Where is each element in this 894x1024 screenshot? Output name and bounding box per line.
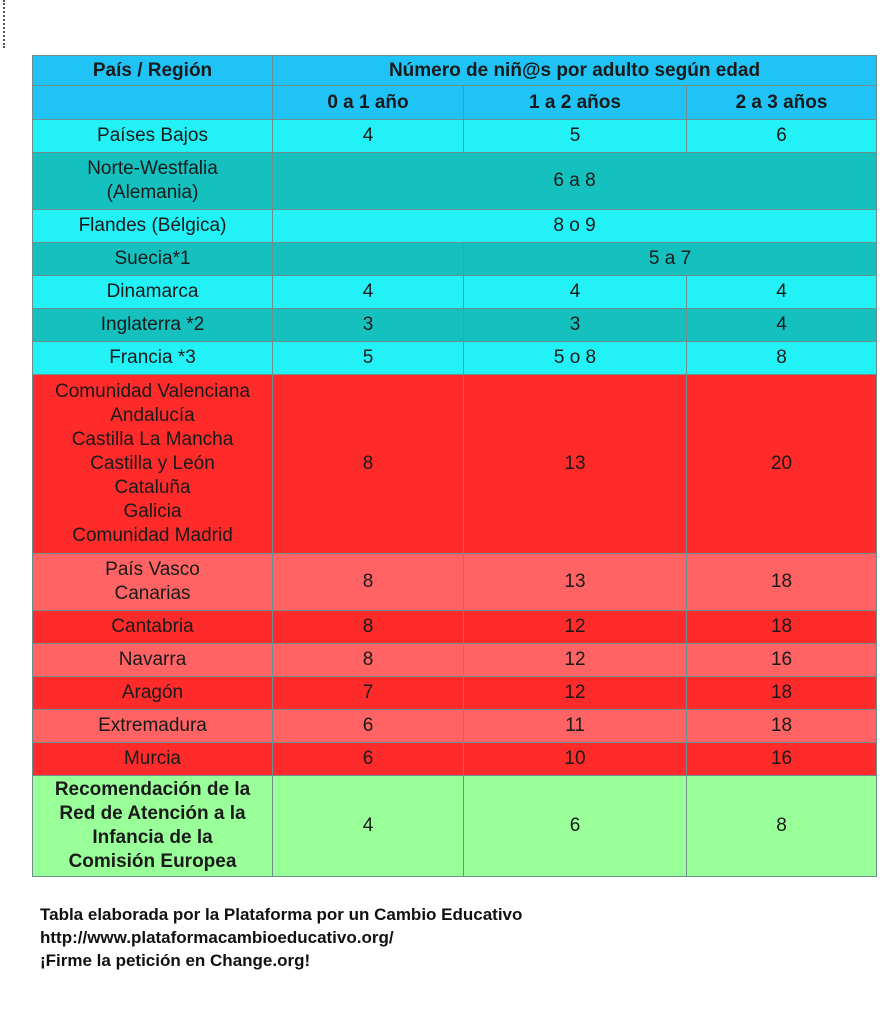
value-cell: 18 (687, 677, 877, 710)
value-cell: 8 (273, 554, 464, 611)
value-cell: 3 (464, 309, 687, 342)
region-cell: Francia *3 (33, 342, 273, 375)
value-cell: 8 (687, 776, 877, 877)
value-cell-merged: 6 a 8 (273, 153, 877, 210)
header-age-1-2: 1 a 2 años (464, 86, 687, 120)
value-cell: 16 (687, 644, 877, 677)
table-row (33, 710, 877, 743)
value-cell: 16 (687, 743, 877, 776)
value-cell: 12 (464, 611, 687, 644)
header-age-0-1: 0 a 1 año (273, 86, 464, 120)
header-group: Número de niñ@s por adulto según edad (273, 56, 877, 86)
value-cell: 5 o 8 (464, 342, 687, 375)
value-cell: 4 (273, 776, 464, 877)
region-cell: País Vasco Canarias (33, 554, 273, 611)
value-cell: 4 (687, 276, 877, 309)
region-cell: Cantabria (33, 611, 273, 644)
header-age-row (33, 86, 877, 120)
region-cell: Países Bajos (33, 120, 273, 153)
value-cell: 18 (687, 554, 877, 611)
value-cell (273, 243, 464, 276)
value-cell-merged: 8 o 9 (273, 210, 877, 243)
value-cell: 18 (687, 611, 877, 644)
value-cell: 13 (464, 554, 687, 611)
value-cell-merged: 5 a 7 (464, 243, 877, 276)
value-cell: 7 (273, 677, 464, 710)
table-row (33, 611, 877, 644)
value-cell: 5 (464, 120, 687, 153)
table-row (33, 210, 877, 243)
value-cell: 10 (464, 743, 687, 776)
value-cell: 5 (273, 342, 464, 375)
region-cell: Dinamarca (33, 276, 273, 309)
header-region: País / Región (33, 56, 273, 86)
table-row (33, 342, 877, 375)
table-row (33, 153, 877, 210)
header-empty (33, 86, 273, 120)
value-cell: 6 (273, 710, 464, 743)
value-cell: 8 (273, 644, 464, 677)
header-row (33, 56, 877, 86)
value-cell: 4 (687, 309, 877, 342)
table-row (33, 120, 877, 153)
dotted-margin-line (3, 0, 5, 48)
table-row (33, 644, 877, 677)
region-cell: Comunidad Valenciana Andalucía Castilla La Mancha Castilla y León Cataluña Galicia Comunidad Madrid (33, 375, 273, 554)
region-cell: Navarra (33, 644, 273, 677)
table-row (33, 243, 877, 276)
ratio-table (32, 55, 877, 877)
value-cell: 11 (464, 710, 687, 743)
value-cell: 8 (687, 342, 877, 375)
value-cell: 3 (273, 309, 464, 342)
table-row (33, 677, 877, 710)
region-cell: Inglaterra *2 (33, 309, 273, 342)
table-row (33, 554, 877, 611)
value-cell: 20 (687, 375, 877, 554)
table-row (33, 375, 877, 554)
value-cell: 18 (687, 710, 877, 743)
table-row (33, 276, 877, 309)
region-cell: Murcia (33, 743, 273, 776)
table-row (33, 309, 877, 342)
value-cell: 13 (464, 375, 687, 554)
footer-note (40, 903, 522, 972)
table-row (33, 743, 877, 776)
region-cell: Extremadura (33, 710, 273, 743)
value-cell: 8 (273, 375, 464, 554)
value-cell: 12 (464, 677, 687, 710)
region-cell: Aragón (33, 677, 273, 710)
footer-url: http://www.plataformacambioeducativo.org/ (40, 928, 394, 947)
footer-credit: Tabla elaborada por la Plataforma por un Cambio Educativo (40, 905, 523, 924)
header-age-2-3: 2 a 3 años (687, 86, 877, 120)
region-cell: Suecia*1 (33, 243, 273, 276)
value-cell: 4 (273, 276, 464, 309)
value-cell: 8 (273, 611, 464, 644)
value-cell: 6 (273, 743, 464, 776)
value-cell: 6 (464, 776, 687, 877)
value-cell: 4 (464, 276, 687, 309)
value-cell: 12 (464, 644, 687, 677)
region-cell: Norte-Westfalia (Alemania) (33, 153, 273, 210)
value-cell: 4 (273, 120, 464, 153)
recommendation-label: Recomendación de la Red de Atención a la Infancia de la Comisión Europea (33, 776, 273, 877)
table-row-recommendation (33, 776, 877, 877)
region-cell: Flandes (Bélgica) (33, 210, 273, 243)
value-cell: 6 (687, 120, 877, 153)
footer-petition: ¡Firme la petición en Change.org! (40, 951, 311, 970)
